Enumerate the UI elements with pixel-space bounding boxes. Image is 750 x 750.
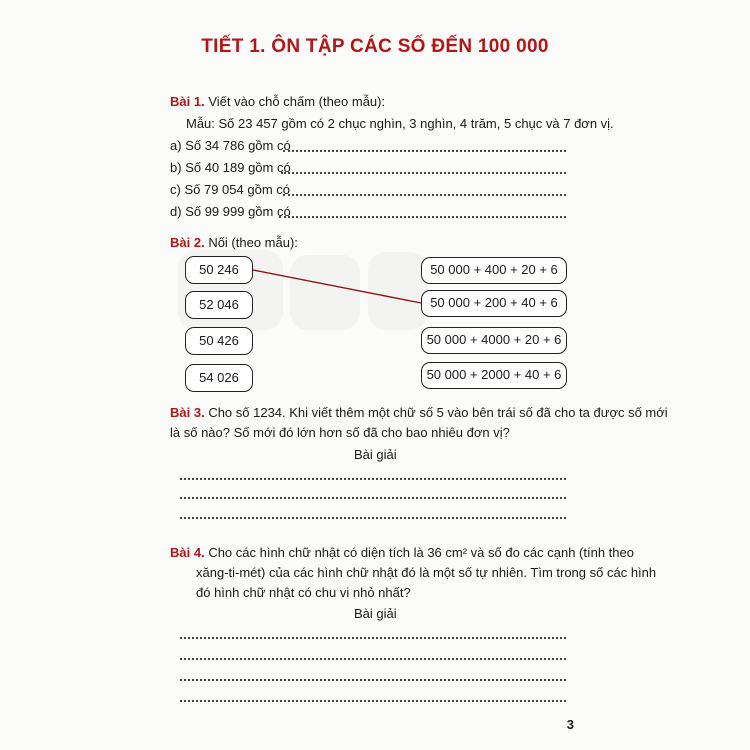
exercise-3-line2: là số nào? Số mới đó lớn hơn số đã cho bao nhiêu đơn vị? [170, 425, 510, 440]
exercise-3-line1 [170, 405, 668, 420]
sum-box-right[interactable]: 50 000 + 4000 + 20 + 6 [421, 327, 567, 354]
solution-line[interactable] [180, 517, 566, 519]
number-box-left[interactable]: 50 426 [185, 327, 253, 355]
item-letter: b) [170, 160, 182, 175]
page-number: 3 [566, 717, 574, 732]
item-text: Số 40 189 gồm có [185, 160, 291, 175]
solution-line[interactable] [180, 478, 566, 480]
exercise-1-instruction: Viết vào chỗ chấm (theo mẫu): [208, 94, 386, 109]
exercise-4-solution-label: Bài giải [354, 606, 397, 621]
exercise-1-sample: Mẫu: Số 23 457 gồm có 2 chục nghìn, 3 nghìn, 4 trăm, 5 chục và 7 đơn vị. [186, 116, 614, 131]
solution-line[interactable] [180, 700, 566, 702]
solution-line[interactable] [180, 679, 566, 681]
exercise-4-label: Bài 4. [170, 545, 205, 560]
solution-line[interactable] [180, 658, 566, 660]
number-box-left[interactable]: 52 046 [185, 291, 253, 319]
page-title: TIẾT 1. ÔN TẬP CÁC SỐ ĐẾN 100 000 [201, 36, 549, 57]
exercise-4-line1 [170, 545, 634, 560]
item-text: Số 34 786 gồm có [185, 138, 291, 153]
item-letter: a) [170, 138, 182, 153]
exercise-4-line2: xăng-ti-mét) của các hình chữ nhật đó là một số tự nhiên. Tìm trong số các hình [196, 565, 657, 580]
exercise-3-solution-label: Bài giải [354, 447, 397, 462]
item-letter: c) [170, 182, 181, 197]
exercise-4-line3: đó hình chữ nhật có chu vi nhỏ nhất? [196, 585, 411, 600]
sum-box-right[interactable]: 50 000 + 400 + 20 + 6 [421, 257, 567, 284]
exercise-3-text-1: Cho số 1234. Khi viết thêm một chữ số 5 vào bên trái số đã cho ta được số mới [208, 405, 668, 420]
exercise-1-label: Bài 1. [170, 94, 205, 109]
number-box-left[interactable]: 50 246 [185, 256, 253, 284]
exercise-3-label: Bài 3. [170, 405, 205, 420]
sample-connector-line [253, 270, 421, 303]
sum-box-right[interactable]: 50 000 + 2000 + 40 + 6 [421, 362, 567, 389]
item-text: Số 99 999 gồm có [185, 204, 291, 219]
exercise-2-instruction: Nối (theo mẫu): [208, 235, 298, 250]
item-letter: d) [170, 204, 182, 219]
number-box-left[interactable]: 54 026 [185, 364, 253, 392]
exercise-4-text-1: Cho các hình chữ nhật có diện tích là 36 cm² và số đo các cạnh (tính theo [208, 545, 634, 560]
item-text: Số 79 054 gồm có [184, 182, 290, 197]
solution-line[interactable] [180, 637, 566, 639]
exercise-2-label: Bài 2. [170, 235, 205, 250]
solution-line[interactable] [180, 497, 566, 499]
sum-box-right[interactable]: 50 000 + 200 + 40 + 6 [421, 290, 567, 317]
